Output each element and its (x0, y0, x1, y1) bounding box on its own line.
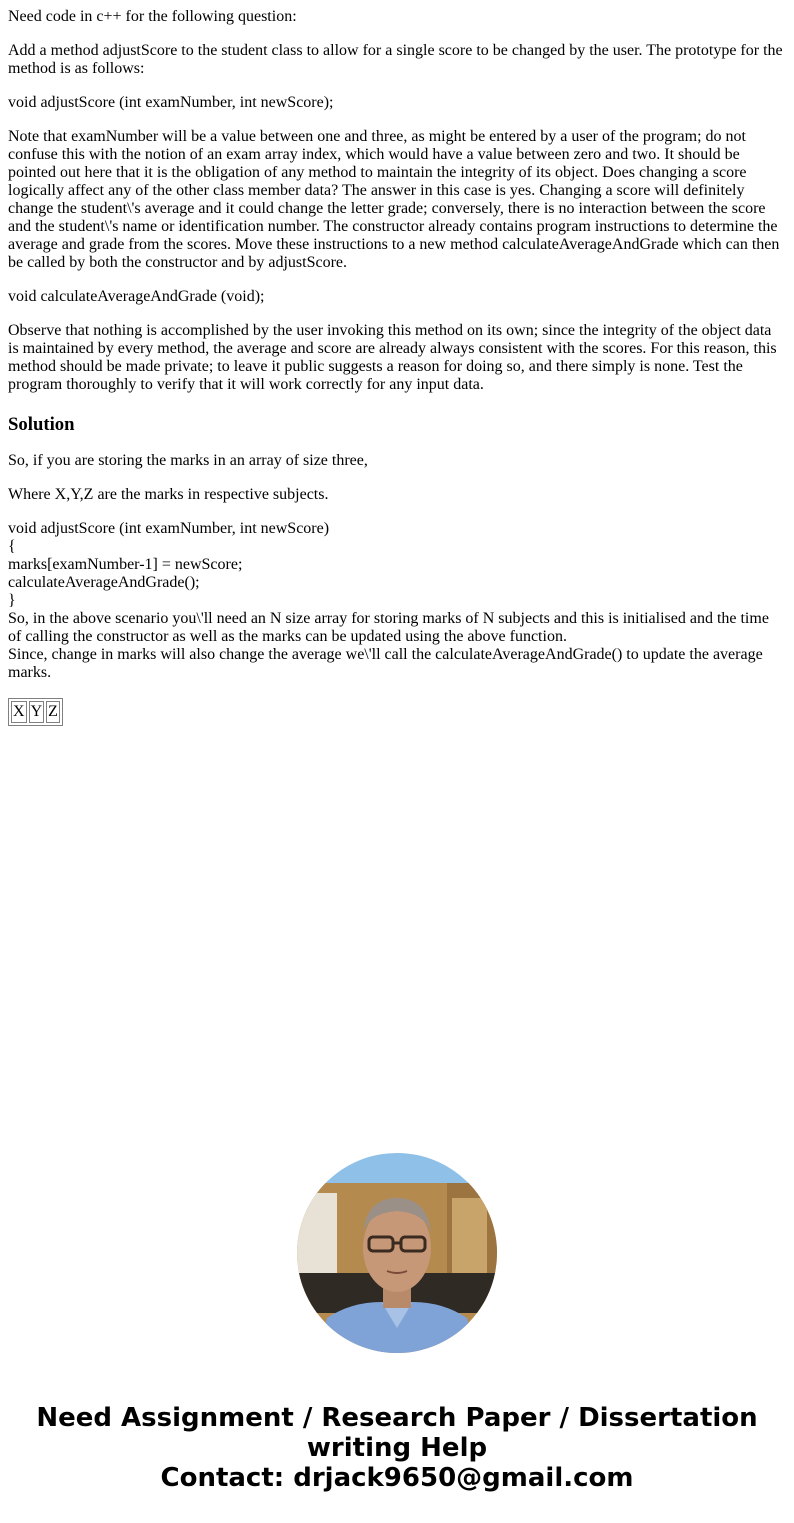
question-intro: Need code in c++ for the following question: (8, 8, 297, 25)
question-paragraph-3: Observe that nothing is accomplished by the user invoking this method on its own; since the integrity of the object data is maintained by every method, the average and score are already always consistent with the scores. For this reason, this method should be made private; to leave it public suggests a reason for doing so, and there simply is none. Test the program thoroughly to verify that it will work correctly for any input data. (8, 322, 777, 393)
solution-line-1: So, if you are storing the marks in an array of size three, (8, 452, 368, 469)
solution-line-2: Where X,Y,Z are the marks in respective subjects. (8, 486, 329, 503)
footer-contact-email: Contact: drjack9650@gmail.com (160, 1463, 634, 1493)
marks-table (8, 698, 63, 726)
footer-line-1: Need Assignment / Research Paper / Dissertation (36, 1403, 758, 1433)
code-line: marks[examNumber-1] = newScore; (8, 556, 243, 573)
solution-explanation-1: So, in the above scenario you\'ll need an N size array for storing marks of N subjects and this is initialised and the time of calling the constructor as well as the marks can be updated using the above function. (8, 610, 769, 645)
method-prototype-adjust-score: void adjustScore (int examNumber, int newScore); (8, 94, 334, 111)
solution-explanation-2: Since, change in marks will also change the average we\'ll call the calculateAverageAndGrade() to update the average marks. (8, 646, 763, 681)
footer-line-2: writing Help (306, 1433, 488, 1463)
solution-heading: Solution (8, 414, 75, 435)
author-avatar (297, 1153, 497, 1353)
table-row (11, 701, 60, 723)
footer-contact (0, 1403, 794, 1493)
question-paragraph-1: Add a method adjustScore to the student class to allow for a single score to be changed by the user. The prototype for the method is as follows: (8, 42, 783, 77)
code-line: { (8, 538, 16, 555)
code-line: void adjustScore (int examNumber, int newScore) (8, 520, 330, 537)
table-cell-x: X (11, 701, 27, 723)
method-prototype-calculate: void calculateAverageAndGrade (void); (8, 288, 265, 305)
code-snippet (8, 520, 786, 682)
code-line: } (8, 592, 16, 609)
table-cell-y: Y (29, 701, 45, 723)
table-cell-z: Z (46, 701, 60, 723)
question-paragraph-2: Note that examNumber will be a value between one and three, as might be entered by a user of the program; do not confuse this with the notion of an exam array index, which would have a value between zero and two. It should be pointed out here that it is the obligation of any method to maintain the integrity of its object. Does changing a score logically affect any of the other class member data? The answer in this case is yes. Changing a score will definitely change the student\'s average and it could change the letter grade; conversely, there is no interaction between the score and the student\'s name or identification number. The constructor already contains program instructions to determine the average and grade from the scores. Move these instructions to a new method calculateAverageAndGrade which can then be called by both the constructor and by adjustScore. (8, 128, 780, 271)
code-line: calculateAverageAndGrade(); (8, 574, 200, 591)
document-body (8, 0, 786, 726)
author-portrait-icon (297, 1153, 497, 1353)
